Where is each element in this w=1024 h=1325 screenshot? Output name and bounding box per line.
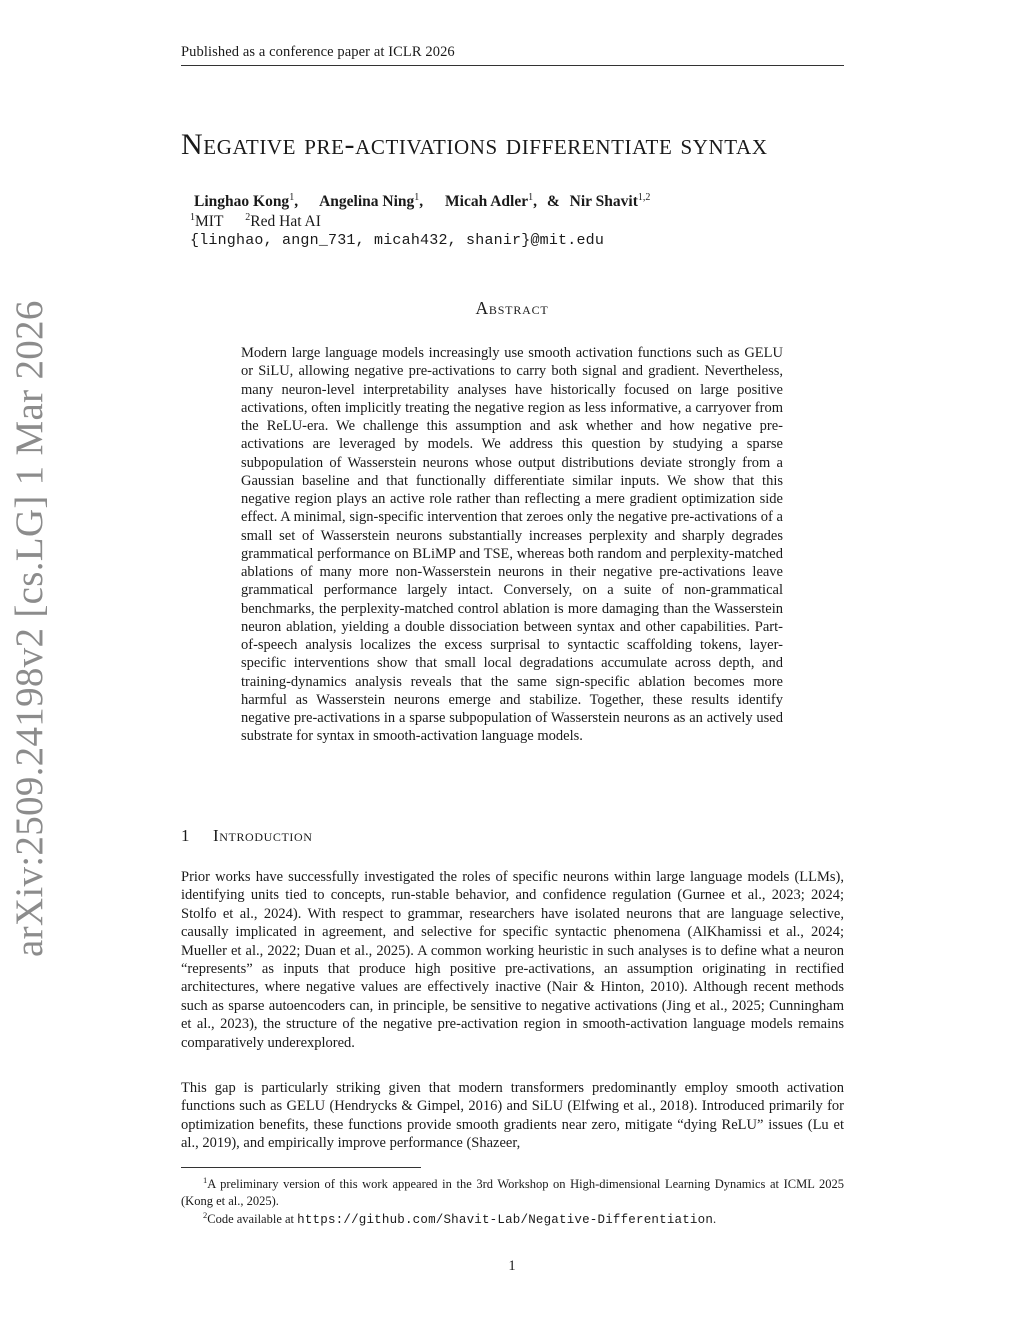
author-affiliation-mark: 1,2 bbox=[637, 192, 651, 203]
code-link[interactable]: https://github.com/Shavit-Lab/Negative-Differentiation bbox=[297, 1213, 714, 1228]
paper-title: Negative pre-activations differentiate syntax bbox=[181, 128, 768, 161]
section-heading bbox=[181, 826, 313, 846]
running-head: Published as a conference paper at ICLR 2026 bbox=[181, 44, 455, 60]
author-affiliation-mark: 1 bbox=[528, 192, 534, 203]
author-affiliation-mark: 1 bbox=[414, 192, 420, 203]
footnote-rule bbox=[181, 1167, 421, 1168]
footnote-text: A preliminary version of this work appeared in the 3rd Workshop on High-dimensional Learning Dynamics at ICML 2025 (Kong et al., 2025). bbox=[181, 1177, 844, 1208]
author-name: Angelina Ning bbox=[319, 193, 415, 211]
affiliation-mark: 1 bbox=[190, 212, 195, 223]
author-list: Linghao Kong$^1$, Angelina Ning$^1$, Micah Adler$^1$, & Nir Shavit$^{1,2}$ bbox=[194, 192, 651, 211]
affiliation-mark: 2 bbox=[245, 212, 251, 223]
footnote-mark: 1 bbox=[203, 1175, 208, 1185]
page-number: 1 bbox=[508, 1258, 516, 1274]
section-title: Introduction bbox=[213, 826, 313, 845]
header-rule bbox=[181, 65, 844, 66]
affiliations bbox=[190, 212, 321, 231]
author-affiliation-mark: 1 bbox=[289, 192, 295, 203]
affiliation-name: MIT bbox=[195, 213, 224, 231]
author-emails: {linghao, angn_731, micah432, shanir}@mit.edu bbox=[190, 232, 605, 249]
footnote-mark: 2 bbox=[203, 1210, 208, 1220]
author-name: Micah Adler bbox=[445, 193, 529, 211]
arxiv-identifier: arXiv:2509.24198v2 [cs.LG] 1 Mar 2026 bbox=[8, 300, 51, 957]
footnote bbox=[203, 1207, 844, 1229]
author-name: Linghao Kong bbox=[194, 193, 290, 211]
abstract-heading: Abstract bbox=[475, 298, 549, 318]
body-paragraph: This gap is particularly striking given that modern transformers predominantly employ smooth activation functions such as GELU (Hendrycks & Gimpel, 2016) and SiLU (Elfwing et al., 2018). Introduced primarily for optimization benefits, these functions provide smooth gradients near zero, mitigate “dying ReLU” issues (Lu et al., 2019), and empirically improve performance (Shazeer, bbox=[181, 1080, 844, 1152]
footnote bbox=[181, 1172, 844, 1209]
footnote-punctuation: . bbox=[713, 1212, 717, 1227]
section-number: 1 bbox=[181, 826, 191, 845]
author-joiner: & bbox=[546, 193, 560, 211]
affiliation-name: Red Hat AI bbox=[250, 213, 321, 231]
abstract-text: Modern large language models increasingly use smooth activation functions such as GELU or SiLU, allowing negative pre-activations to carry both signal and gradient. Nevertheless, many neuron-level interpretability analyses have historically focused on large positive activations, often implicitly treating the negative region as less informative, a carryover from the ReLU-era. We challenge this assumption and ask whether and how negative pre-activations are leveraged by models. We address this question by studying a sparse subpopulation of Wasserstein neurons whose output distributions deviate strongly from a Gaussian baseline and that functionally differentiate similar inputs. We show that this negative region plays an active role rather than reflecting a mere gradient optimization side effect. A minimal, sign-specific intervention that zeroes only the negative pre-activations of a small set of Wasserstein neurons substantially increases perplexity and sharply degrades grammatical performance on BLiMP and TSE, whereas both random and perplexity-matched ablations of many more non-Wasserstein neurons in their negative pre-activations leave grammatical performance largely intact. Conversely, on a suite of non-grammatical benchmarks, the perplexity-matched control ablation is more damaging than the Wasserstein neuron ablation, yielding a double dissociation between syntax and other capabilities. Part-of-speech analysis localizes the excess surprisal to syntactic scaffolding tokens, layer-specific interventions show that small local degradations accumulate across depth, and training-dynamics analysis reveals that the same sign-specific ablation becomes more harmful as Wasserstein neurons emerge and stabilize. Together, these results identify negative pre-activations in a sparse subpopulation of Wasserstein neurons as an actively used substrate for syntax in smooth-activation language models. bbox=[241, 345, 783, 745]
author-name: Nir Shavit bbox=[569, 193, 638, 211]
footnote-text: Code available at bbox=[207, 1212, 295, 1227]
body-paragraph: Prior works have successfully investigated the roles of specific neurons within large language models (LLMs), identifying units tied to concepts, run-stable behavior, and confidence regulation (Gurnee et al., 2023; 2024; Stolfo et al., 2024). With respect to grammar, researchers have isolated neurons that are language selective, causally implicated in agreement, and selective for specific syntactic phenomena (AlKhamissi et al., 2024; Mueller et al., 2022; Duan et al., 2025). A common working heuristic in such analyses is to define what a neuron “represents” as inputs that produce high positive pre-activations, an assumption originating in rectified architectures, where negative values are effectively inactive (Nair & Hinton, 2010). Although recent methods such as sparse autoencoders can, in principle, be sensitive to negative activations (Jing et al., 2025; Cunningham et al., 2023), the structure of the negative pre-activation region in smooth-activation language models remains comparatively underexplored. bbox=[181, 869, 844, 1051]
